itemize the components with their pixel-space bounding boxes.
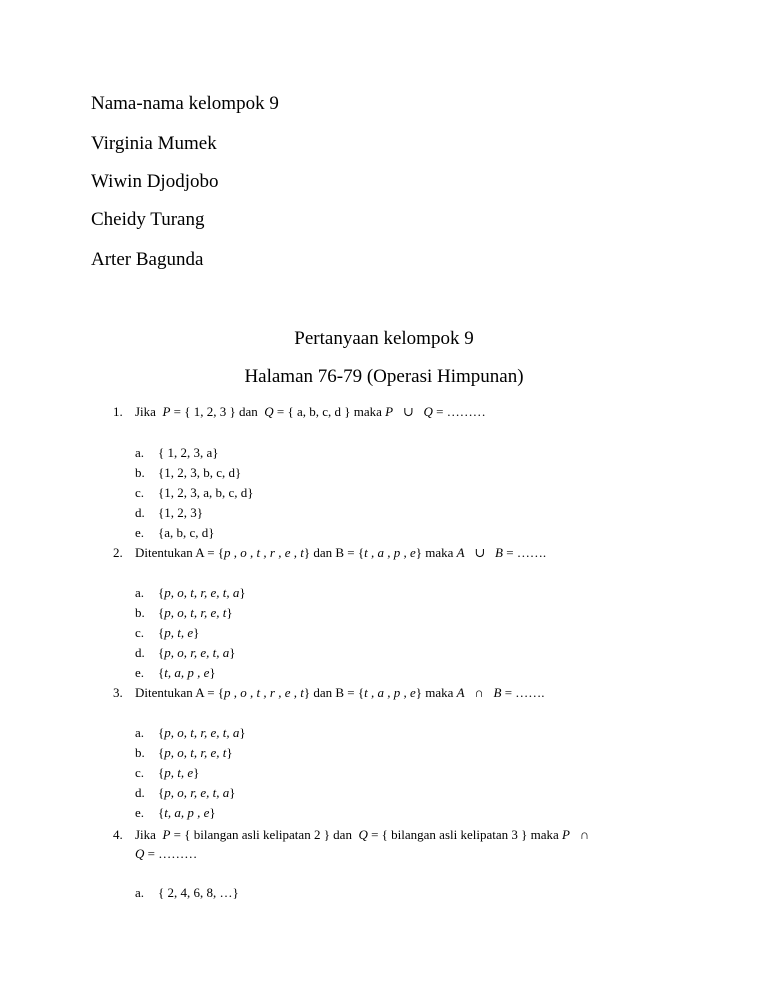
option-text: {a, b, c, d} bbox=[158, 525, 215, 540]
question-text: = ……. bbox=[504, 685, 545, 700]
question-4 bbox=[113, 827, 589, 843]
option-letter: d. bbox=[135, 785, 145, 800]
option-letter: a. bbox=[135, 445, 145, 460]
option-item bbox=[135, 725, 246, 741]
question-text: } maka bbox=[415, 545, 454, 560]
brace: } bbox=[209, 805, 216, 820]
brace: { bbox=[158, 665, 165, 680]
intersection-symbol: ∩ bbox=[579, 827, 590, 842]
member-name: Wiwin Djodjobo bbox=[91, 171, 219, 192]
option-letter: b. bbox=[135, 605, 145, 620]
brace: } bbox=[239, 725, 246, 740]
question-number: 1. bbox=[113, 404, 123, 419]
section-title: Pertanyaan kelompok 9 bbox=[294, 328, 474, 349]
option-text: p, t, e bbox=[164, 765, 194, 780]
set-elements: t , a , p , e bbox=[364, 545, 416, 560]
option-text: {1, 2, 3, a, b, c, d} bbox=[158, 485, 254, 500]
brace: { bbox=[158, 645, 165, 660]
option-item bbox=[135, 745, 233, 761]
variable: Q bbox=[264, 404, 274, 419]
option-text: p, o, t, r, e, t, a bbox=[164, 585, 240, 600]
option-item bbox=[135, 885, 239, 901]
option-text: p, o, r, e, t, a bbox=[164, 785, 230, 800]
question-text: } maka bbox=[415, 685, 454, 700]
option-item bbox=[135, 605, 233, 621]
question-text: Ditentukan A = { bbox=[135, 545, 225, 560]
option-item bbox=[135, 765, 199, 781]
option-item bbox=[135, 645, 236, 661]
option-item bbox=[135, 665, 216, 681]
question-4-continuation bbox=[135, 846, 197, 862]
member-name: Arter Bagunda bbox=[91, 249, 204, 270]
brace: } bbox=[226, 605, 233, 620]
question-number: 2. bbox=[113, 545, 123, 560]
brace: { bbox=[158, 605, 165, 620]
question-3 bbox=[113, 685, 545, 701]
option-text: t, a, p , e bbox=[164, 805, 210, 820]
union-symbol: ∪ bbox=[474, 545, 486, 560]
set-elements: p , o , t , r , e , t bbox=[224, 545, 304, 560]
variable: P bbox=[162, 404, 171, 419]
brace: } bbox=[226, 745, 233, 760]
option-text: p, o, t, r, e, t bbox=[164, 745, 227, 760]
variable: B bbox=[495, 545, 503, 560]
brace: { bbox=[158, 805, 165, 820]
section-subtitle: Halaman 76-79 (Operasi Himpunan) bbox=[244, 366, 524, 387]
brace: { bbox=[158, 745, 165, 760]
option-letter: e. bbox=[135, 805, 145, 820]
option-text: t, a, p , e bbox=[164, 665, 210, 680]
variable: Q bbox=[358, 827, 368, 842]
option-text: p, o, t, r, e, t, a bbox=[164, 725, 240, 740]
variable: P bbox=[162, 827, 171, 842]
option-text: p, t, e bbox=[164, 625, 194, 640]
option-letter: b. bbox=[135, 745, 145, 760]
brace: { bbox=[158, 785, 165, 800]
question-text: = { bilangan asli kelipatan 3 } maka bbox=[371, 827, 559, 842]
option-item bbox=[135, 445, 219, 461]
option-letter: c. bbox=[135, 625, 145, 640]
option-letter: d. bbox=[135, 645, 145, 660]
brace: { bbox=[158, 725, 165, 740]
question-text: = { 1, 2, 3 } dan bbox=[173, 404, 258, 419]
question-text: } dan B = { bbox=[303, 545, 365, 560]
option-item bbox=[135, 485, 254, 501]
set-elements: t , a , p , e bbox=[364, 685, 416, 700]
option-item bbox=[135, 625, 199, 641]
brace: } bbox=[193, 765, 200, 780]
option-letter: e. bbox=[135, 665, 145, 680]
question-text: Jika bbox=[135, 827, 156, 842]
option-text: p, o, t, r, e, t bbox=[164, 605, 227, 620]
variable: Q bbox=[135, 846, 145, 861]
option-item bbox=[135, 465, 241, 481]
option-letter: c. bbox=[135, 485, 145, 500]
option-letter: a. bbox=[135, 725, 145, 740]
brace: } bbox=[209, 665, 216, 680]
intersection-symbol: ∩ bbox=[474, 685, 484, 700]
option-letter: c. bbox=[135, 765, 145, 780]
brace: } bbox=[229, 645, 236, 660]
option-letter: a. bbox=[135, 585, 145, 600]
question-number: 4. bbox=[113, 827, 123, 842]
group-heading: Nama-nama kelompok 9 bbox=[91, 93, 279, 114]
option-text: { 2, 4, 6, 8, …} bbox=[158, 885, 239, 900]
brace: } bbox=[229, 785, 236, 800]
member-name: Cheidy Turang bbox=[91, 209, 205, 230]
variable: B bbox=[493, 685, 502, 700]
option-item bbox=[135, 505, 203, 521]
union-symbol: ∪ bbox=[402, 404, 414, 419]
option-letter: d. bbox=[135, 505, 145, 520]
option-letter: b. bbox=[135, 465, 145, 480]
variable: A bbox=[456, 685, 465, 700]
brace: } bbox=[239, 585, 246, 600]
question-text: Ditentukan A = { bbox=[135, 685, 225, 700]
option-text: p, o, r, e, t, a bbox=[164, 645, 230, 660]
question-number: 3. bbox=[113, 685, 123, 700]
variable: P bbox=[385, 404, 394, 419]
option-text: { 1, 2, 3, a} bbox=[158, 445, 219, 460]
member-name: Virginia Mumek bbox=[91, 133, 217, 154]
variable: A bbox=[456, 545, 465, 560]
option-item bbox=[135, 805, 216, 821]
question-1 bbox=[113, 404, 486, 420]
brace: { bbox=[158, 625, 165, 640]
question-text: = ……… bbox=[147, 846, 198, 861]
option-item bbox=[135, 785, 236, 801]
brace: { bbox=[158, 585, 165, 600]
question-text: Jika bbox=[135, 404, 156, 419]
question-text: = ……… bbox=[436, 404, 486, 419]
option-letter: e. bbox=[135, 525, 145, 540]
question-2 bbox=[113, 545, 546, 561]
question-text: } dan B = { bbox=[303, 685, 365, 700]
option-text: {1, 2, 3} bbox=[158, 505, 203, 520]
question-text: = { a, b, c, d } maka bbox=[276, 404, 382, 419]
brace: { bbox=[158, 765, 165, 780]
option-letter: a. bbox=[135, 885, 145, 900]
question-text: = ……. bbox=[506, 545, 547, 560]
question-text: = { bilangan asli kelipatan 2 } dan bbox=[173, 827, 352, 842]
brace: } bbox=[193, 625, 200, 640]
variable: Q bbox=[423, 404, 433, 419]
set-elements: p , o , t , r , e , t bbox=[224, 685, 304, 700]
variable: P bbox=[562, 827, 570, 842]
option-text: {1, 2, 3, b, c, d} bbox=[158, 465, 242, 480]
option-item bbox=[135, 525, 215, 541]
option-item bbox=[135, 585, 246, 601]
